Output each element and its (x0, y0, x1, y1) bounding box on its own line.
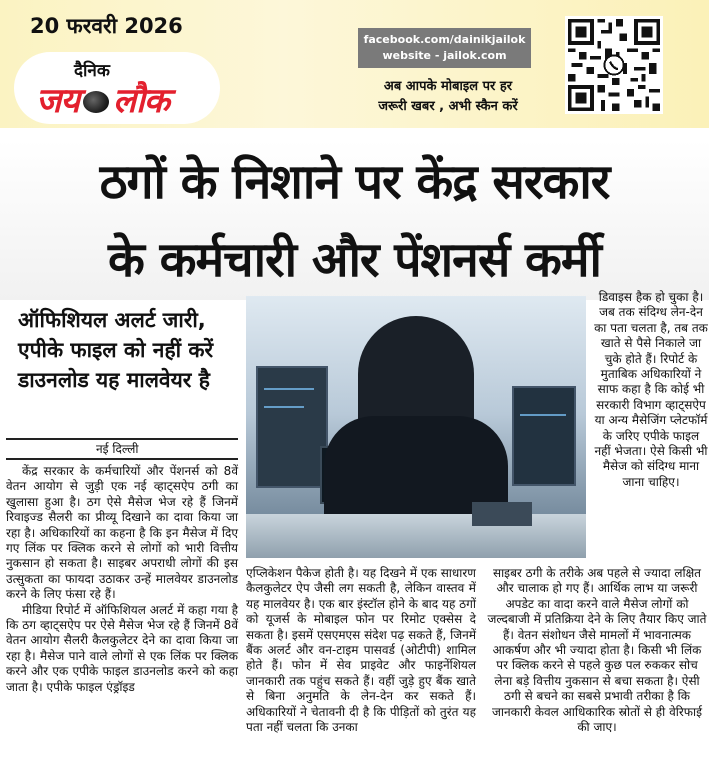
newspaper-logo (14, 52, 220, 124)
paragraph: साइबर ठगी के तरीके अब पहले से ज्यादा लक्षित और चालाक हो गए हैं। आर्थिक लाभ या जरूरी अपडेट का वादा करने वाले मैसेज लोगों को जल्दबाजी में प्रतिक्रिया देने के लिए तैयार किए जाते हैं। वेतन संशोधन जैसे मामलों में भावनात्मक आकर्षण और भी ज्यादा होता है। किसी भी लिंक पर क्लिक करने से पहले कुछ पल रुककर सोच लेना बड़े वित्तीय नुकसान से बचा सकता है। ऐसी ठगी से बचने का सबसे प्रभावी तरीका है कि जानकारी केवल आधिकारिक स्रोतों से ही वेरिफाई की जाए। (487, 566, 707, 735)
paragraph: मीडिया रिपोर्ट में ऑफिशियल अलर्ट में कहा गया है कि ठग व्हाट्सऐप पर ऐसे मैसेज भेज रहे हैं जिनमें 8वें वेतन आयोग सैलरी कैलकुलेटर देने का दावा किया जा रहा है। मैसेज पाने वाले लोगों से एक लिंक पर क्लिक करने और एक एपीके फाइल डाउनलोड करने को कहा जाता है। एपीके फाइल एंड्रॉइड (6, 602, 238, 694)
screen-left (256, 366, 328, 488)
qr-code-icon (565, 16, 663, 114)
issue-date: 20 फरवरी 2026 (30, 14, 183, 38)
logo-right-word: लौक (112, 81, 169, 121)
paragraph: डिवाइस हैक हो चुका है। जब तक संदिग्ध लेन-देन का पता चलता है, तब तक खाते से पैसे निकाले जा चुके होते हैं। रिपोर्ट के मुताबिक अधिकारियों ने साफ कहा है कि कोई भी सरकारी विभाग व्हाट्सऐप या अन्य मैसेजिंग प्लेटफॉर्म के जरिए एपीके फाइल नहीं भेजता। ऐसे किसी भी मैसेज को संदिग्ध माना जाना चाहिए। (594, 290, 708, 489)
website-link[interactable]: website - jailok.com (382, 49, 507, 62)
headline-line1: ठगों के निशाने पर केंद्र सरकार (99, 154, 610, 210)
globe-icon (83, 91, 109, 113)
article-column-4 (594, 290, 708, 490)
desk (246, 514, 586, 558)
paragraph: एप्लिकेशन पैकेज होती है। यह दिखने में एक साधारण कैलकुलेटर ऐप जैसी लग सकती है, लेकिन वास्तव में यह मालवेयर है। एक बार इंस्टॉल होने के बाद यह ठगों को यूजर्स के मोबाइल फोन पर रिमोट एक्सेस दे सकता है। इसमें एसएमएस संदेश पढ़ सकते हैं, जिनमें बैंक अलर्ट और वन-टाइम पासवर्ड (ओटीपी) शामिल होते हैं। फोन में सेव प्राइवेट और फाइनेंशियल जानकारी तक पहुंच सकते हैं। वहीं जुड़े हुए बैंक खाते से बिना अनुमति के लेन-देन कर सकते हैं। अधिकारियों ने चेतावनी दी है कि पीड़ितों को तुरंत यह पता नहीं चलता कि उनका (246, 566, 476, 735)
logo-small-text: दैनिक (74, 61, 110, 81)
divider-bottom (6, 458, 238, 460)
social-box (358, 28, 531, 68)
article-column-1 (6, 464, 238, 695)
article-column-2 (246, 566, 476, 735)
headline-block (0, 140, 709, 300)
logo-wordmark (36, 76, 169, 122)
scan-text-line2: जरूरी खबर , अभी स्कैन करें (378, 99, 518, 114)
screen-right (512, 386, 576, 486)
paragraph: केंद्र सरकार के कर्मचारियों और पेंशनर्स को 8वें वेतन आयोग से जुड़ी एक नई व्हाट्सऐप ठगी का खुलासा हुआ है। ठग ऐसे मैसेज भेज रहे हैं जिनमें रिवाइज्ड सैलरी का प्रीव्यू दिखाने का दावा किया जा रहा है। अधिकारियों का कहना है कि इन मैसेज में दिए गए लिंक पर क्लिक करने से लोगों को भारी वित्तीय नुकसान हो सकता है। साइबर अपराधी लोगों की इस उत्सुकता का फायदा उठाकर उन्हें मालवेयर डाउनलोड करने के लिए फंसा रहे हैं। (6, 464, 238, 602)
laptop (472, 502, 532, 526)
logo-left-word: जय (36, 81, 79, 121)
article-column-3 (486, 566, 708, 735)
scan-text-line1: अब आपके मोबाइल पर हर (383, 79, 513, 94)
dateline: नई दिल्ली (96, 442, 139, 456)
subheadline: ऑफिशियल अलर्ट जारी, एपीके फाइल को नहीं करें डाउनलोड यह मालवेयर है (18, 308, 214, 392)
headline-line2: के कर्मचारी और पेंशनर्स कर्मी (108, 232, 601, 288)
screen-line (264, 406, 304, 408)
screen-line (520, 414, 566, 416)
facebook-link[interactable]: facebook.com/dainikjailok (363, 33, 526, 46)
masthead-band (0, 0, 709, 128)
hacker-photo (246, 296, 586, 558)
screen-line (264, 388, 314, 390)
